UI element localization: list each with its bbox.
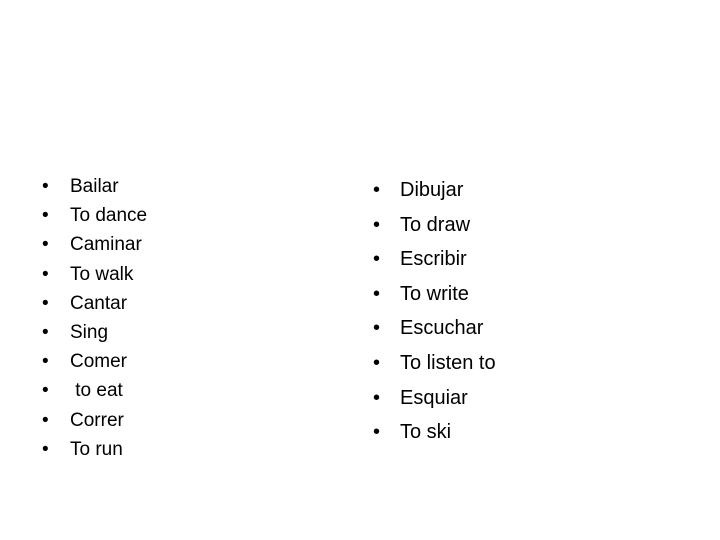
item-text: Cantar	[70, 292, 128, 314]
item-text: To write	[400, 282, 469, 305]
item-text: To run	[70, 438, 123, 460]
item-text: Correr	[70, 409, 124, 431]
bullet-icon: •	[373, 317, 381, 340]
list-item	[42, 318, 147, 347]
list-item	[373, 415, 496, 450]
bullet-icon: •	[42, 409, 49, 431]
item-text: to eat	[70, 380, 123, 402]
bullet-icon: •	[373, 351, 381, 374]
bullet-icon: •	[42, 351, 49, 373]
bullet-icon: •	[42, 292, 49, 314]
bullet-icon: •	[42, 234, 49, 256]
bullet-icon: •	[42, 380, 49, 402]
item-text: To walk	[70, 263, 134, 285]
list-item	[42, 172, 147, 201]
list-item	[42, 201, 147, 230]
item-text: Caminar	[70, 234, 142, 256]
item-text: To dance	[70, 205, 148, 227]
bullet-icon: •	[42, 205, 49, 227]
bullet-icon: •	[42, 438, 49, 460]
list-item	[373, 381, 496, 416]
list-item	[373, 242, 496, 277]
left-vocabulary-list	[42, 172, 147, 464]
list-item	[373, 277, 496, 312]
bullet-icon: •	[42, 321, 49, 343]
item-text: Esquiar	[400, 386, 468, 409]
item-text: Escuchar	[400, 317, 484, 340]
item-text: To ski	[400, 421, 452, 444]
list-item	[42, 260, 147, 289]
bullet-icon: •	[42, 176, 49, 197]
bullet-icon: •	[373, 179, 381, 201]
bullet-icon: •	[373, 386, 381, 409]
item-text: Sing	[70, 321, 109, 343]
bullet-icon: •	[373, 248, 381, 271]
list-item	[42, 347, 147, 376]
bullet-icon: •	[373, 282, 381, 305]
bullet-icon: •	[373, 421, 381, 444]
list-item	[42, 230, 147, 259]
item-text: To draw	[400, 213, 471, 236]
list-item	[373, 173, 496, 208]
item-text: Bailar	[70, 176, 119, 197]
list-item	[42, 376, 147, 405]
item-text: Escribir	[400, 248, 467, 271]
list-item	[42, 289, 147, 318]
list-item	[373, 346, 496, 381]
list-item	[373, 208, 496, 243]
bullet-icon: •	[42, 263, 49, 285]
item-text: To listen to	[400, 351, 496, 374]
item-text: Dibujar	[400, 179, 464, 201]
bullet-icon: •	[373, 213, 381, 236]
list-item	[42, 435, 147, 464]
right-vocabulary-list	[373, 173, 496, 450]
item-text: Comer	[70, 351, 128, 373]
list-item	[42, 406, 147, 435]
list-item	[373, 311, 496, 346]
